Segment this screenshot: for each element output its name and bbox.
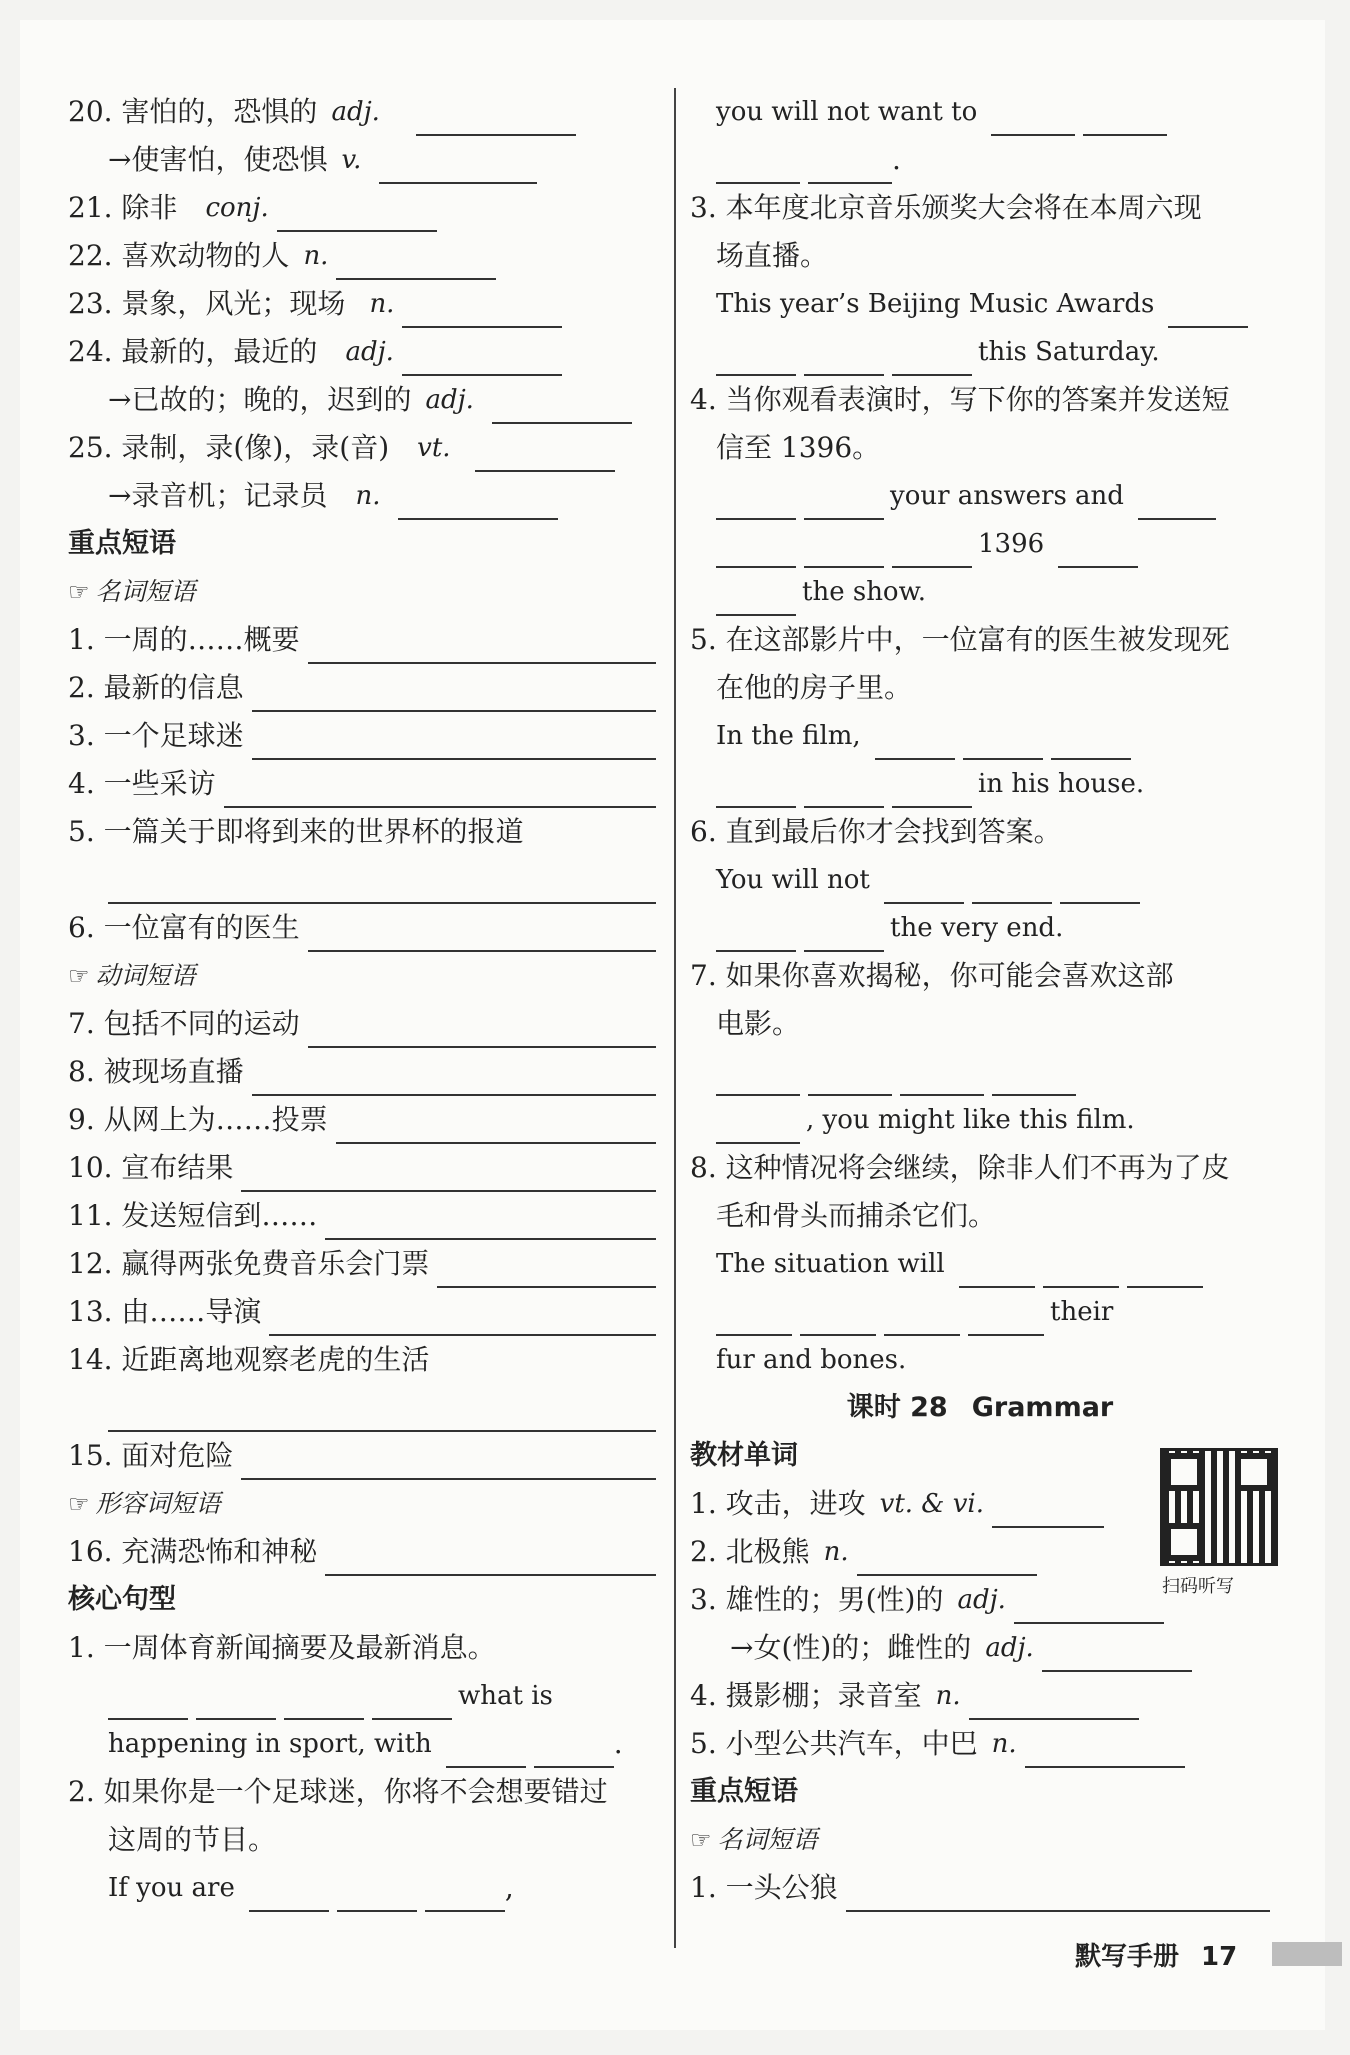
answer-blank[interactable] [892,774,972,808]
english-text: your answers and [890,481,1124,511]
answer-blank[interactable] [224,774,656,808]
column-divider [674,88,676,1948]
phrase-item [68,760,656,808]
pos-label: n. [355,481,381,511]
answer-blank[interactable] [968,1302,1044,1336]
subsection-noun-phrases [68,568,656,616]
phrase-item [68,904,656,952]
sentence-answer-line [690,760,1270,808]
sentence-item-continuation: 场直播。 [716,239,829,272]
subsection-verb-phrases [68,952,656,1000]
phrase-item [68,616,656,664]
answer-blank[interactable] [804,342,884,376]
pos-label: n. [991,1729,1017,1759]
vocab-item-20 [68,88,656,136]
qr-code-icon[interactable] [1160,1448,1278,1566]
answer-blank[interactable] [1051,726,1131,760]
answer-blank[interactable] [969,1686,1139,1720]
answer-blank[interactable] [1168,294,1248,328]
phrase-item [68,1240,656,1288]
lesson-topic: Grammar [971,1392,1114,1423]
item-text: 6. 一位富有的医生 [68,911,300,944]
footer-tab-decoration [1272,1942,1342,1966]
answer-blank[interactable] [325,1206,656,1240]
sentence-item: 8. 这种情况将会继续，除非人们不再为了皮 [690,1151,1230,1184]
section-heading-phrases: 重点短语 [68,528,176,559]
answer-blank[interactable] [892,342,972,376]
english-text: in his house. [978,769,1145,799]
sentence-answer-line [68,1864,656,1912]
item-text: 1. 攻击，进攻 [690,1487,866,1520]
answer-blank[interactable] [308,1014,656,1048]
answer-blank[interactable] [336,246,496,280]
page-footer [1075,1936,1259,1973]
answer-blank[interactable] [534,1734,614,1768]
item-text: 11. 发送短信到…… [68,1199,318,1232]
item-text: 10. 宣布结果 [68,1151,234,1184]
sentence-answer-line [690,712,1270,760]
item-text: →录音机；记录员 [108,479,328,512]
answer-blank[interactable] [446,1734,526,1768]
pointing-hand-icon: ☞ [68,962,90,990]
sentence-answer-line [690,328,1270,376]
item-text: 4. 一些采访 [68,767,216,800]
vocab-item [690,1672,1270,1720]
page-number: 17 [1201,1942,1238,1972]
comma-mark: , [504,1871,514,1904]
subsection-label: 名词短语 [717,1825,818,1854]
item-text: 13. 由……导演 [68,1295,262,1328]
answer-blank[interactable] [252,678,656,712]
sentence-item: 6. 直到最后你才会找到答案。 [690,815,1062,848]
pos-label: adj. [345,337,394,367]
phrase-item [68,808,656,856]
subsection-label: 名词短语 [95,577,196,606]
period-mark: . [613,1727,623,1760]
lesson-number: 课时 28 [846,1392,948,1423]
qr-caption: 扫码听写 [1162,1576,1234,1597]
sentence-answer-line [68,1720,656,1768]
answer-blank[interactable] [716,774,796,808]
answer-blank[interactable] [716,1110,800,1144]
qr-finder-pattern [1165,1523,1203,1561]
sentence-item: 3. 本年度北京音乐颁奖大会将在本周六现 [690,191,1202,224]
item-text: 2. 北极熊 [690,1535,810,1568]
vocab-item-25 [68,424,656,472]
phrase-item [690,1864,1270,1912]
item-text: 16. 充满恐怖和神秘 [68,1535,318,1568]
answer-blank[interactable] [800,1302,876,1336]
answer-blank[interactable] [804,486,884,520]
english-text: , you might like this film. [806,1105,1135,1135]
period-mark: . [892,143,901,176]
vocab-item [690,1624,1270,1672]
pos-label: v. [341,145,362,175]
answer-blank[interactable] [808,1062,892,1096]
section-heading-words: 教材单词 [690,1440,798,1471]
sentence-item: 4. 当你观看表演时，写下你的答案并发送短 [690,383,1230,416]
english-text: what is [458,1681,553,1711]
answer-blank[interactable] [425,1878,505,1912]
answer-blank[interactable] [716,150,800,184]
sentence-answer-line [690,88,1270,136]
answer-blank[interactable] [372,1686,452,1720]
subsection-noun-phrases [690,1816,1270,1864]
sentence-answer-line [690,1048,1270,1096]
phrase-item [68,1144,656,1192]
vocab-item-23 [68,280,656,328]
pos-label: n. [935,1681,961,1711]
english-text: their [1050,1297,1114,1327]
answer-blank[interactable] [308,918,656,952]
vocab-item-22 [68,232,656,280]
pos-label: adj. [985,1633,1034,1663]
answer-blank[interactable] [249,1878,329,1912]
answer-blank[interactable] [475,438,615,472]
pos-label: n. [369,289,395,319]
phrase-item [68,1096,656,1144]
item-text: 21. 除非 [68,191,178,224]
phrase-item [68,1192,656,1240]
answer-blank[interactable] [716,342,796,376]
sentence-answer-line [690,472,1270,520]
english-text: The situation will [716,1249,945,1279]
english-text: the show. [802,577,927,607]
english-text: the very end. [890,913,1064,943]
answer-blank[interactable] [1014,1590,1164,1624]
item-text: 20. 害怕的，恐惧的 [68,95,318,128]
sentence-answer-line [690,1096,1270,1144]
answer-blank[interactable] [992,1062,1076,1096]
answer-blank[interactable] [1058,534,1138,568]
right-column [690,88,1270,1912]
answer-blank[interactable] [241,1446,656,1480]
answer-blank[interactable] [846,1878,1270,1912]
answer-blank[interactable] [336,1110,656,1144]
item-text: 8. 被现场直播 [68,1055,244,1088]
answer-blank[interactable] [884,870,964,904]
phrase-item [68,1288,656,1336]
phrase-item-continuation [68,1384,656,1432]
sentence-answer-line [690,1288,1270,1336]
answer-blank[interactable] [402,342,562,376]
answer-blank[interactable] [804,918,884,952]
section-heading-sentences: 核心句型 [68,1584,176,1615]
answer-blank[interactable] [308,630,656,664]
answer-blank[interactable] [716,1302,792,1336]
subsection-label: 形容词短语 [95,1489,221,1518]
answer-blank[interactable] [716,1062,800,1096]
pos-label: n. [303,241,329,271]
vocab-item-24 [68,328,656,376]
phrase-item [68,712,656,760]
item-text: 5. 小型公共汽车，中巴 [690,1727,978,1760]
pos-label: conj. [205,193,269,223]
sentence-answer-line [690,136,1270,184]
vocab-item-21 [68,184,656,232]
item-text: 5. 一篇关于即将到来的世界杯的报道 [68,815,524,848]
sentence-item: 2. 如果你是一个足球迷，你将不会想要错过 [68,1775,608,1808]
handbook-title: 默写手册 [1075,1942,1180,1972]
sentence-item-continuation: 毛和骨头而捕杀它们。 [716,1199,997,1232]
sentence-answer-line [690,856,1270,904]
answer-blank[interactable] [379,150,537,184]
phrase-item-continuation [68,856,656,904]
item-text: 3. 雄性的；男(性)的 [690,1583,944,1616]
answer-blank[interactable] [716,918,796,952]
sentence-item-continuation: 信至 1396。 [716,431,881,464]
answer-blank[interactable] [804,774,884,808]
left-column [68,88,656,1912]
sentence-answer-line [690,280,1270,328]
answer-blank[interactable] [1042,1638,1192,1672]
phrase-item [68,1432,656,1480]
vocab-item [690,1720,1270,1768]
item-text: 14. 近距离地观察老虎的生活 [68,1343,430,1376]
answer-blank[interactable] [108,1686,188,1720]
answer-blank[interactable] [972,870,1052,904]
english-text: This year’s Beijing Music Awards [716,289,1155,319]
sentence-answer-line [690,568,1270,616]
english-text: If you are [108,1873,235,1903]
english-text: this Saturday. [978,337,1160,367]
answer-blank[interactable] [337,1878,417,1912]
vocab-item-25b [68,472,656,520]
answer-blank[interactable] [252,1062,656,1096]
answer-blank[interactable] [716,486,796,520]
item-text: 2. 最新的信息 [68,671,244,704]
sentence-answer-line [690,1240,1270,1288]
answer-blank[interactable] [196,1686,276,1720]
item-text: 22. 喜欢动物的人 [68,239,290,272]
answer-blank[interactable] [884,1302,960,1336]
pos-label: n. [823,1537,849,1567]
answer-blank[interactable] [1060,870,1140,904]
answer-blank[interactable] [716,534,796,568]
answer-blank[interactable] [1127,1254,1203,1288]
phrase-item [68,1336,656,1384]
pos-label: adj. [331,97,380,127]
answer-blank[interactable] [108,870,656,904]
answer-blank[interactable] [1083,102,1167,136]
pos-label: adj. [957,1585,1006,1615]
sentence-answer-line [690,1336,1270,1384]
answer-blank[interactable] [269,1302,656,1336]
pointing-hand-icon: ☞ [690,1826,712,1854]
item-text: 3. 一个足球迷 [68,719,244,752]
pointing-hand-icon: ☞ [68,1490,90,1518]
vocab-item-20b [68,136,656,184]
answer-blank[interactable] [716,582,796,616]
answer-blank[interactable] [992,1494,1104,1528]
english-text: you will not want to [716,97,978,127]
phrase-item [68,1048,656,1096]
sentence-answer-line [68,1672,656,1720]
item-text: 1. 一头公狼 [690,1871,838,1904]
answer-blank[interactable] [804,534,884,568]
answer-blank[interactable] [241,1158,656,1192]
phrase-item [68,1528,656,1576]
lesson-title [690,1384,1270,1432]
pos-label: vt. & vi. [879,1489,984,1519]
answer-blank[interactable] [325,1542,656,1576]
item-text: →已故的；晚的，迟到的 [108,383,412,416]
pointing-hand-icon: ☞ [68,578,90,606]
item-text: 9. 从网上为……投票 [68,1103,328,1136]
answer-blank[interactable] [437,1254,656,1288]
item-text: 24. 最新的，最近的 [68,335,318,368]
english-text: happening in sport, with [108,1729,432,1759]
english-text: In the film, [716,721,861,751]
vocab-item-24b [68,376,656,424]
sentence-item-continuation: 电影。 [716,1007,801,1040]
item-text: 7. 包括不同的运动 [68,1007,300,1040]
section-heading-phrases: 重点短语 [690,1776,798,1807]
answer-blank[interactable] [857,1542,1037,1576]
answer-blank[interactable] [900,1062,984,1096]
answer-blank[interactable] [963,726,1043,760]
sentence-item-continuation: 这周的节目。 [108,1823,277,1856]
sentence-item: 1. 一周体育新闻摘要及最新消息。 [68,1631,496,1664]
answer-blank[interactable] [1043,1254,1119,1288]
item-text: 23. 景象，风光；现场 [68,287,346,320]
sentence-item: 5. 在这部影片中，一位富有的医生被发现死 [690,623,1230,656]
sentence-answer-line [690,904,1270,952]
answer-blank[interactable] [991,102,1075,136]
english-text: fur and bones. [716,1345,907,1375]
answer-blank[interactable] [284,1686,364,1720]
sentence-answer-line [690,520,1270,568]
answer-blank[interactable] [398,486,558,520]
item-text: 1. 一周的……概要 [68,623,300,656]
item-text: 25. 录制，录(像)，录(音) [68,431,390,464]
answer-blank[interactable] [959,1254,1035,1288]
subsection-adj-phrases [68,1480,656,1528]
pos-label: vt. [417,433,451,463]
phrase-item [68,664,656,712]
sentence-item: 7. 如果你喜欢揭秘，你可能会喜欢这部 [690,959,1174,992]
answer-blank[interactable] [892,534,972,568]
english-text: You will not [716,865,870,895]
english-text: 1396 [978,529,1045,559]
item-text: →使害怕，使恐惧 [108,143,328,176]
answer-blank[interactable] [108,1398,656,1432]
pos-label: adj. [425,385,474,415]
item-text: →女(性)的；雌性的 [730,1631,972,1664]
answer-blank[interactable] [402,294,562,328]
answer-blank[interactable] [492,390,632,424]
answer-blank[interactable] [875,726,955,760]
phrase-item [68,1000,656,1048]
answer-blank[interactable] [277,198,437,232]
subsection-label: 动词短语 [95,961,196,990]
answer-blank[interactable] [1138,486,1216,520]
answer-blank[interactable] [1025,1734,1185,1768]
sentence-item-continuation: 在他的房子里。 [716,671,913,704]
answer-blank[interactable] [808,150,892,184]
answer-blank[interactable] [252,726,656,760]
item-text: 4. 摄影棚；录音室 [690,1679,922,1712]
item-text: 15. 面对危险 [68,1439,234,1472]
item-text: 12. 赢得两张免费音乐会门票 [68,1247,430,1280]
answer-blank[interactable] [416,102,576,136]
